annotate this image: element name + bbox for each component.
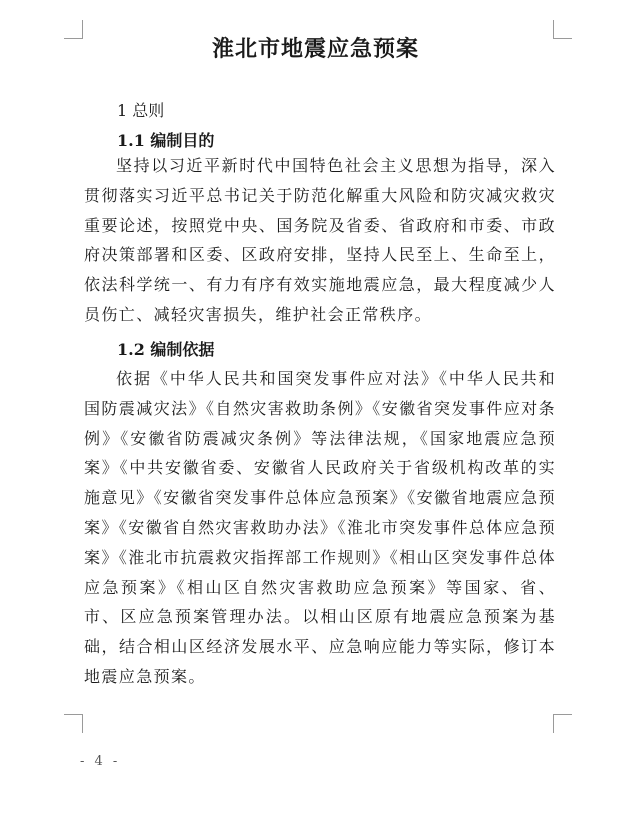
page-number: - 4 - (80, 754, 121, 769)
crop-mark-bottom-left (64, 714, 83, 733)
paragraph-purpose: 坚持以习近平新时代中国特色社会主义思想为指导，深入贯彻落实习近平总书记关于防范化解重大风险和防灾减灾救灾重要论述，按照党中央、国务院及省委、省政府和市委、市政府决策部署和区委、区政府安排，坚持人民至上、生命至上，依法科学统一、有力有序有效实施地震应急，最大程度减少人员伤亡、减轻灾害损失，维护社会正常秩序。 (84, 156, 556, 324)
crop-mark-bottom-right (553, 714, 572, 733)
document-title: 淮北市地震应急预案 (211, 36, 419, 62)
subsection-heading-purpose: 1.1 编制目的 (117, 131, 215, 150)
section-heading: 1 总则 (117, 101, 165, 120)
subsection-heading-basis: 1.2 编制依据 (117, 340, 215, 359)
paragraph-basis: 依据《中华人民共和国突发事件应对法》《中华人民共和国防震减灾法》《自然灾害救助条例》《安徽省突发事件应对条例》《安徽省防震减灾条例》等法律法规，《国家地震应急预案》《中共安徽省委、安徽省人民政府关于省级机构改革的实施意见》《安徽省突发事件总体应急预案》《安徽省地震应急预案》《安徽省自然灾害救助办法》《淮北市突发事件总体应急预案》《淮北市抗震救灾指挥部工作规则》《相山区突发事件总体应急预案》《相山区自然灾害救助应急预案》等国家、省、市、区应急预案管理办法。以相山区原有地震应急预案为基础，结合相山区经济发展水平、应急响应能力等实际，修订本地震应急预案。 (84, 369, 556, 686)
